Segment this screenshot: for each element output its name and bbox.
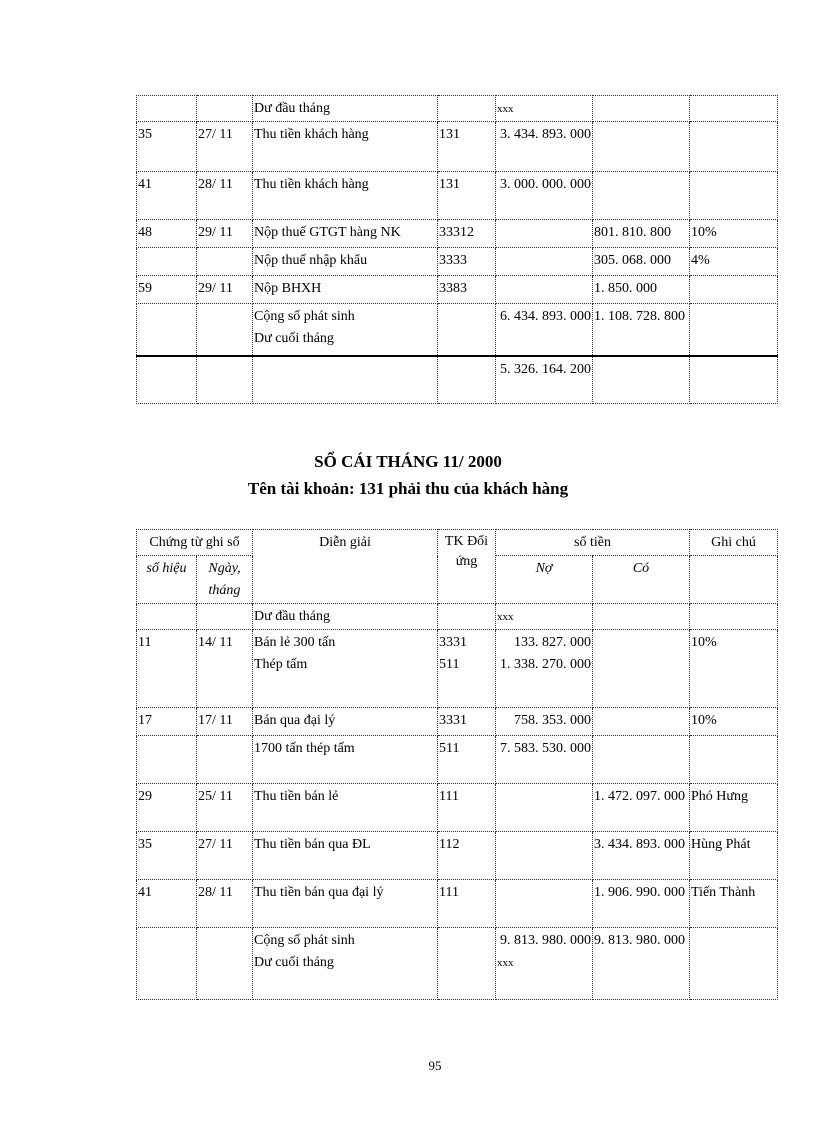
- cell-co: [593, 356, 690, 404]
- cell-so-hieu: [137, 604, 197, 630]
- cell-dien-giai: [253, 708, 438, 736]
- cell-ngay: [197, 736, 253, 784]
- header-so-hieu: số hiệu: [137, 556, 197, 604]
- table-row: [137, 604, 778, 630]
- cell-ngay: [197, 304, 253, 356]
- cell-tk-doi-ung: [438, 276, 496, 304]
- table-row: [137, 356, 778, 404]
- cell-co: [593, 708, 690, 736]
- cell-dien-giai: [253, 630, 438, 708]
- cell-co: [593, 832, 690, 880]
- cell-co: [593, 96, 690, 122]
- header-co: Có: [593, 556, 690, 604]
- cell-dien-giai-line: Bán lẻ 300 tấn: [254, 635, 336, 650]
- header-ngay-thang: Ngày, tháng: [197, 556, 253, 604]
- cell-dien-giai-line: Dư đầu tháng: [254, 609, 331, 624]
- cell-dien-giai-line: Dư cuối tháng: [254, 955, 334, 970]
- cell-no-line: xxx: [497, 103, 514, 115]
- cell-dien-giai: [253, 604, 438, 630]
- header-so-tien: số tiền: [496, 530, 690, 556]
- cell-dien-giai-line: Nộp BHXH: [254, 281, 322, 296]
- table-row: [137, 96, 778, 122]
- cell-no-line: 7. 583. 530. 000: [500, 741, 591, 756]
- table-row: [137, 708, 778, 736]
- cell-tk-doi-ung-line: 111: [439, 789, 459, 804]
- cell-no-line: 6. 434. 893. 000: [500, 309, 591, 324]
- header-dien-giai: Diễn giải: [253, 530, 438, 604]
- cell-dien-giai-line: 1700 tấn thép tấm: [254, 741, 355, 756]
- cell-ghi-chu: [690, 276, 778, 304]
- cell-tk-doi-ung-line: 131: [439, 127, 460, 142]
- ledger-table-131: [136, 529, 778, 1000]
- cell-tk-doi-ung-line: 131: [439, 177, 460, 192]
- cell-dien-giai-line: Bán qua đại lý: [254, 713, 336, 728]
- cell-ghi-chu: [690, 880, 778, 928]
- cell-ngay: 29/ 11: [197, 276, 253, 304]
- cell-co: [593, 736, 690, 784]
- table-row: [137, 832, 778, 880]
- cell-ngay: 28/ 11: [197, 172, 253, 220]
- cell-co: [593, 220, 690, 248]
- cell-so-hieu: 48: [137, 220, 197, 248]
- table-row: [137, 784, 778, 832]
- cell-ngay: [197, 248, 253, 276]
- cell-ngay: 25/ 11: [197, 784, 253, 832]
- cell-dien-giai-line: Cộng số phát sinh: [254, 309, 355, 324]
- cell-dien-giai: [253, 832, 438, 880]
- cell-co-line: 305. 068. 000: [594, 253, 671, 268]
- cell-so-hieu: [137, 736, 197, 784]
- cell-ghi-chu: [690, 832, 778, 880]
- cell-ghi-chu-line: Tiến Thành: [691, 885, 756, 900]
- cell-no: [496, 832, 593, 880]
- cell-so-hieu: [137, 356, 197, 404]
- cell-no: [496, 276, 593, 304]
- cell-dien-giai: [253, 784, 438, 832]
- cell-ngay: [197, 928, 253, 1000]
- cell-tk-doi-ung-line: 3331: [439, 635, 467, 650]
- cell-co: [593, 880, 690, 928]
- table-row: [137, 880, 778, 928]
- cell-tk-doi-ung-line: 3383: [439, 281, 467, 296]
- cell-tk-doi-ung-line: 3333: [439, 253, 467, 268]
- cell-ghi-chu-line: 4%: [691, 253, 710, 268]
- cell-ghi-chu-line: Hùng Phát: [691, 837, 751, 852]
- cell-no: [496, 708, 593, 736]
- ledger-table-body: [137, 96, 778, 404]
- cell-no: [496, 356, 593, 404]
- cell-ghi-chu: [690, 248, 778, 276]
- cell-dien-giai-line: Thu tiền bán lẻ: [254, 789, 339, 804]
- cell-co-line: 3. 434. 893. 000: [594, 837, 685, 852]
- cell-ghi-chu: [690, 122, 778, 172]
- cell-dien-giai: [253, 880, 438, 928]
- cell-ngay: 27/ 11: [197, 832, 253, 880]
- cell-tk-doi-ung-line: 511: [439, 657, 460, 672]
- cell-co: [593, 172, 690, 220]
- cell-so-hieu: 29: [137, 784, 197, 832]
- cell-dien-giai-line: Dư đầu tháng: [254, 101, 331, 116]
- table-row: [137, 928, 778, 1000]
- table-row: [137, 276, 778, 304]
- cell-tk-doi-ung: [438, 604, 496, 630]
- table-row: [137, 248, 778, 276]
- cell-tk-doi-ung: [438, 880, 496, 928]
- cell-tk-doi-ung: [438, 248, 496, 276]
- cell-tk-doi-ung: [438, 96, 496, 122]
- cell-no: [496, 304, 593, 356]
- cell-so-hieu: 35: [137, 122, 197, 172]
- cell-ngay: 17/ 11: [197, 708, 253, 736]
- cell-tk-doi-ung: [438, 630, 496, 708]
- cell-ghi-chu: [690, 220, 778, 248]
- cell-ghi-chu: [690, 928, 778, 1000]
- header-tk-doi-ung: TK Đối ứng: [438, 530, 496, 604]
- cell-no: [496, 630, 593, 708]
- cell-dien-giai: [253, 304, 438, 356]
- cell-co: [593, 276, 690, 304]
- cell-tk-doi-ung-line: 111: [439, 885, 459, 900]
- cell-tk-doi-ung: [438, 708, 496, 736]
- ledger-table-body: [137, 604, 778, 1000]
- cell-dien-giai: [253, 356, 438, 404]
- ledger-table-continued: [136, 95, 778, 404]
- cell-so-hieu: 41: [137, 172, 197, 220]
- cell-ngay: 28/ 11: [197, 880, 253, 928]
- cell-ghi-chu: [690, 304, 778, 356]
- cell-no-line: 9. 813. 980. 000: [500, 933, 591, 948]
- cell-co-line: 1. 850. 000: [594, 281, 657, 296]
- cell-co-line: 9. 813. 980. 000: [594, 933, 685, 948]
- cell-no: [496, 220, 593, 248]
- cell-tk-doi-ung-line: 511: [439, 741, 460, 756]
- cell-tk-doi-ung: [438, 356, 496, 404]
- cell-co-line: 1. 472. 097. 000: [594, 789, 685, 804]
- cell-no-line: 3. 434. 893. 000: [500, 127, 591, 142]
- cell-ngay: 14/ 11: [197, 630, 253, 708]
- cell-ngay: [197, 356, 253, 404]
- table-row: [137, 172, 778, 220]
- cell-no: [496, 736, 593, 784]
- cell-ghi-chu: [690, 630, 778, 708]
- cell-so-hieu: [137, 304, 197, 356]
- cell-no-line: 1. 338. 270. 000: [500, 657, 591, 672]
- cell-ngay: 27/ 11: [197, 122, 253, 172]
- cell-co-line: 801. 810. 800: [594, 225, 671, 240]
- cell-no-line: 5. 326. 164. 200: [500, 361, 591, 377]
- cell-dien-giai-line: Cộng số phát sinh: [254, 933, 355, 948]
- cell-co: [593, 122, 690, 172]
- cell-co-line: 1. 108. 728. 800: [594, 309, 685, 324]
- cell-ghi-chu-line: 10%: [691, 225, 717, 240]
- cell-ghi-chu: [690, 604, 778, 630]
- cell-no: [496, 248, 593, 276]
- cell-no: [496, 96, 593, 122]
- cell-co: [593, 928, 690, 1000]
- cell-tk-doi-ung: [438, 172, 496, 220]
- account-name-title: Tên tài khoản: 131 phải thu của khách hàng: [247, 479, 569, 498]
- cell-so-hieu: 41: [137, 880, 197, 928]
- cell-no: [496, 928, 593, 1000]
- cell-tk-doi-ung: [438, 928, 496, 1000]
- cell-dien-giai: [253, 96, 438, 122]
- cell-ghi-chu-line: Phó Hưng: [691, 789, 748, 804]
- cell-dien-giai-line: Dư cuối tháng: [254, 331, 334, 346]
- cell-dien-giai: [253, 276, 438, 304]
- cell-tk-doi-ung: [438, 122, 496, 172]
- cell-ngay: [197, 96, 253, 122]
- header-ghi-chu: Ghi chú: [690, 530, 778, 556]
- ledger-header: [137, 530, 778, 604]
- cell-so-hieu: [137, 96, 197, 122]
- cell-co: [593, 248, 690, 276]
- cell-tk-doi-ung-line: 3331: [439, 713, 467, 728]
- cell-no: [496, 172, 593, 220]
- cell-no: [496, 880, 593, 928]
- header-ghi-chu-blank: [690, 556, 778, 604]
- ledger-title: SỔ CÁI THÁNG 11/ 2000: [314, 452, 502, 471]
- cell-dien-giai: [253, 220, 438, 248]
- table-row: [137, 630, 778, 708]
- cell-so-hieu: [137, 928, 197, 1000]
- cell-no: [496, 122, 593, 172]
- cell-tk-doi-ung: [438, 736, 496, 784]
- cell-ghi-chu: [690, 96, 778, 122]
- cell-dien-giai-line: Nộp thuế GTGT hàng NK: [254, 225, 401, 240]
- cell-co-line: 1. 906. 990. 000: [594, 885, 685, 900]
- cell-so-hieu: [137, 248, 197, 276]
- cell-dien-giai-line: Thép tấm: [254, 657, 308, 672]
- cell-so-hieu: 35: [137, 832, 197, 880]
- cell-dien-giai-line: Thu tiền bán qua đại lý: [254, 885, 384, 900]
- cell-tk-doi-ung: [438, 220, 496, 248]
- cell-tk-doi-ung-line: 33312: [439, 225, 474, 240]
- cell-co: [593, 630, 690, 708]
- cell-dien-giai-line: Thu tiền khách hàng: [254, 127, 369, 142]
- cell-dien-giai: [253, 928, 438, 1000]
- cell-ghi-chu: [690, 356, 778, 404]
- cell-no: [496, 784, 593, 832]
- cell-dien-giai: [253, 122, 438, 172]
- cell-tk-doi-ung: [438, 832, 496, 880]
- cell-co: [593, 784, 690, 832]
- page-number: 95: [428, 1058, 442, 1073]
- cell-so-hieu: 17: [137, 708, 197, 736]
- header-no: Nợ: [496, 556, 593, 604]
- table-row: [137, 122, 778, 172]
- cell-ghi-chu: [690, 784, 778, 832]
- cell-ngay: 29/ 11: [197, 220, 253, 248]
- cell-ghi-chu: [690, 708, 778, 736]
- table-row: [137, 220, 778, 248]
- cell-ngay: [197, 604, 253, 630]
- header-chung-tu: Chứng từ ghi sổ: [137, 530, 253, 556]
- cell-tk-doi-ung: [438, 784, 496, 832]
- cell-dien-giai: [253, 172, 438, 220]
- cell-so-hieu: 11: [137, 630, 197, 708]
- cell-no-line: xxx: [497, 957, 514, 969]
- cell-ghi-chu-line: 10%: [691, 635, 717, 650]
- cell-ghi-chu: [690, 172, 778, 220]
- table-row: [137, 304, 778, 356]
- cell-no-line: 133. 827. 000: [514, 635, 591, 650]
- cell-dien-giai-line: Thu tiền bán qua ĐL: [254, 837, 371, 852]
- cell-ghi-chu-line: 10%: [691, 713, 717, 728]
- cell-dien-giai-line: Thu tiền khách hàng: [254, 177, 369, 192]
- cell-dien-giai: [253, 248, 438, 276]
- cell-so-hieu: 59: [137, 276, 197, 304]
- cell-dien-giai-line: Nộp thuế nhập khẩu: [254, 253, 368, 268]
- cell-tk-doi-ung: [438, 304, 496, 356]
- cell-ghi-chu: [690, 736, 778, 784]
- table-row: [137, 736, 778, 784]
- cell-no-line: 3. 000. 000. 000: [500, 177, 591, 192]
- cell-no: [496, 604, 593, 630]
- cell-no-line: 758. 353. 000: [514, 713, 591, 728]
- cell-co: [593, 304, 690, 356]
- cell-tk-doi-ung-line: 112: [439, 837, 460, 852]
- cell-dien-giai: [253, 736, 438, 784]
- cell-no-line: xxx: [497, 611, 514, 623]
- cell-co: [593, 604, 690, 630]
